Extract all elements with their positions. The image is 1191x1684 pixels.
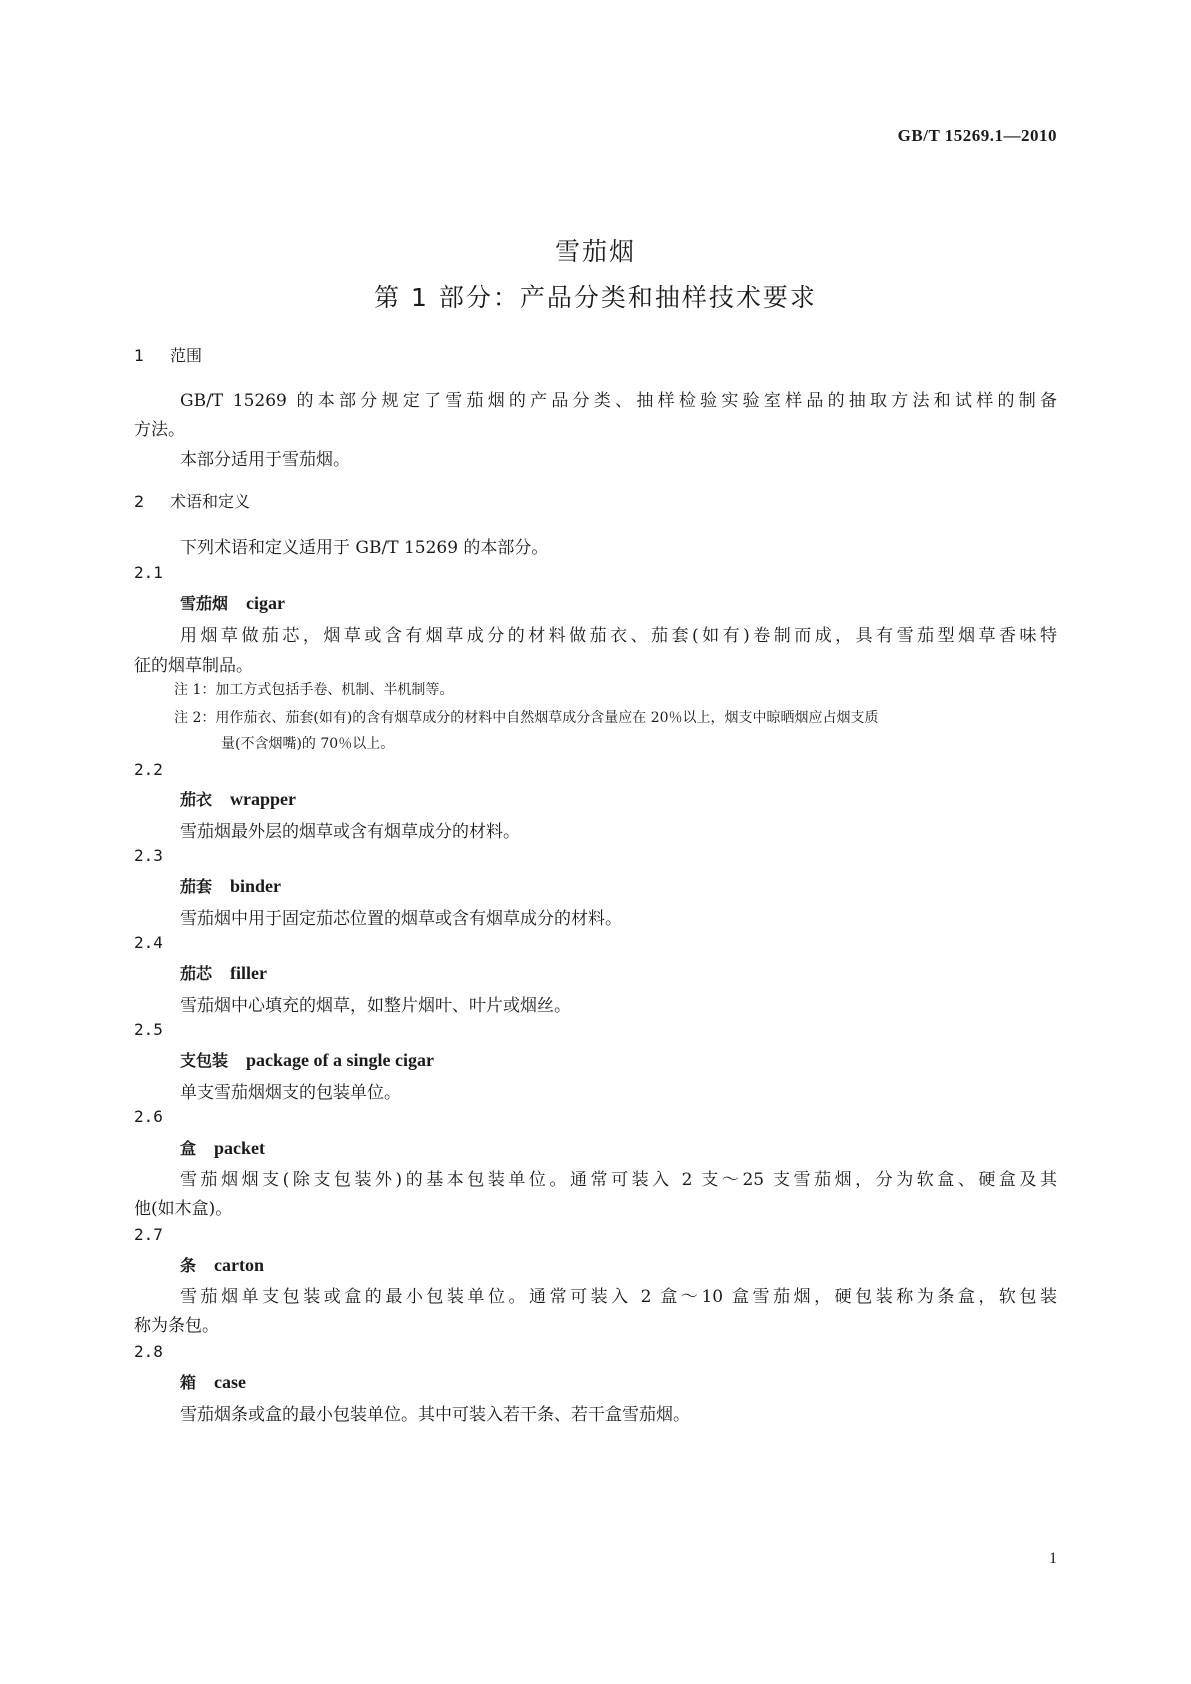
term-definition-line-1: 雪茄烟中心填充的烟草，如整片烟叶、叶片或烟丝。 bbox=[180, 996, 571, 1016]
term-number: 2.5 bbox=[134, 1020, 163, 1039]
term-number: 2.6 bbox=[134, 1107, 163, 1126]
note-2-line-1: 注 2：用作茄衣、茄套(如有)的含有烟草成分的材料中自然烟草成分含量应在 20％以上，烟支中晾晒烟应占烟支质 bbox=[174, 710, 879, 726]
term-en: packet bbox=[214, 1138, 266, 1158]
page-number: 1 bbox=[1049, 1550, 1057, 1567]
term-number: 2.1 bbox=[134, 563, 163, 582]
term-heading bbox=[180, 1048, 434, 1071]
term-definition-line-1: 雪茄烟烟支(除支包装外)的基本包装单位。通常可装入 2 支～25 支雪茄烟，分为软盒、硬盒及其 bbox=[180, 1170, 1057, 1190]
section-number: 2 bbox=[134, 492, 145, 511]
term-definition-line-2: 称为条包。 bbox=[134, 1316, 219, 1336]
scope-paragraph-line-1: GB/T 15269 的本部分规定了雪茄烟的产品分类、抽样检验实验室样品的抽取方法和试样的制备 bbox=[180, 391, 1057, 411]
term-heading bbox=[180, 787, 296, 810]
term-zh: 茄衣 bbox=[180, 790, 213, 809]
term-heading bbox=[180, 961, 267, 984]
term-en: case bbox=[214, 1372, 246, 1392]
term-definition-line-1: 雪茄烟单支包装或盒的最小包装单位。通常可装入 2 盒～10 盒雪茄烟，硬包装称为条盒，软包装 bbox=[180, 1287, 1057, 1307]
term-zh: 条 bbox=[180, 1256, 197, 1275]
term-heading bbox=[180, 874, 281, 897]
term-number: 2.2 bbox=[134, 760, 163, 779]
term-number: 2.4 bbox=[134, 933, 163, 952]
term-definition-line-2: 他(如木盒)。 bbox=[134, 1199, 233, 1219]
section-1-heading bbox=[134, 343, 202, 366]
term-zh: 盒 bbox=[180, 1139, 197, 1158]
term-number: 2.8 bbox=[134, 1342, 163, 1361]
term-en: wrapper bbox=[230, 789, 297, 809]
term-number: 2.3 bbox=[134, 846, 163, 865]
section-title: 范围 bbox=[170, 346, 203, 365]
term-zh: 雪茄烟 bbox=[180, 594, 229, 613]
term-definition-line-1: 单支雪茄烟烟支的包装单位。 bbox=[180, 1083, 401, 1103]
section-2-heading bbox=[134, 489, 250, 512]
document-subtitle: 第 1 部分：产品分类和抽样技术要求 bbox=[374, 283, 817, 312]
term-definition-line-1: 雪茄烟最外层的烟草或含有烟草成分的材料。 bbox=[180, 822, 520, 842]
term-definition-line-1: 雪茄烟中用于固定茄芯位置的烟草或含有烟草成分的材料。 bbox=[180, 909, 622, 929]
terms-intro: 下列术语和定义适用于 GB/T 15269 的本部分。 bbox=[180, 538, 549, 558]
term-heading bbox=[180, 591, 285, 614]
document-title: 雪茄烟 bbox=[554, 237, 636, 266]
term-number: 2.7 bbox=[134, 1225, 163, 1244]
term-heading bbox=[180, 1370, 246, 1393]
standard-code: GB/T 15269.1—2010 bbox=[897, 126, 1057, 145]
term-en: binder bbox=[230, 876, 282, 896]
section-title: 术语和定义 bbox=[170, 492, 251, 511]
note-1: 注 1：加工方式包括手卷、机制、半机制等。 bbox=[174, 682, 454, 698]
term-definition-line-1: 雪茄烟条或盒的最小包装单位。其中可装入若干条、若干盒雪茄烟。 bbox=[180, 1405, 690, 1425]
term-heading bbox=[180, 1253, 264, 1276]
term-en: package of a single cigar bbox=[246, 1050, 434, 1070]
term-zh: 茄芯 bbox=[180, 964, 213, 983]
term-en: carton bbox=[214, 1255, 264, 1275]
term-definition-line-1: 用烟草做茄芯，烟草或含有烟草成分的材料做茄衣、茄套(如有)卷制而成，具有雪茄型烟草香味特 bbox=[180, 626, 1057, 646]
scope-paragraph-line-2: 方法。 bbox=[134, 420, 185, 440]
term-definition-line-2: 征的烟草制品。 bbox=[134, 656, 253, 676]
scope-applicability: 本部分适用于雪茄烟。 bbox=[180, 450, 350, 470]
term-zh: 支包装 bbox=[180, 1051, 229, 1070]
section-number: 1 bbox=[134, 346, 145, 365]
term-zh: 箱 bbox=[180, 1373, 197, 1392]
term-en: filler bbox=[230, 963, 267, 983]
term-heading bbox=[180, 1136, 265, 1159]
note-2-line-2: 量(不含烟嘴)的 70％以上。 bbox=[221, 736, 395, 752]
term-zh: 茄套 bbox=[180, 877, 213, 896]
term-en: cigar bbox=[246, 593, 285, 613]
